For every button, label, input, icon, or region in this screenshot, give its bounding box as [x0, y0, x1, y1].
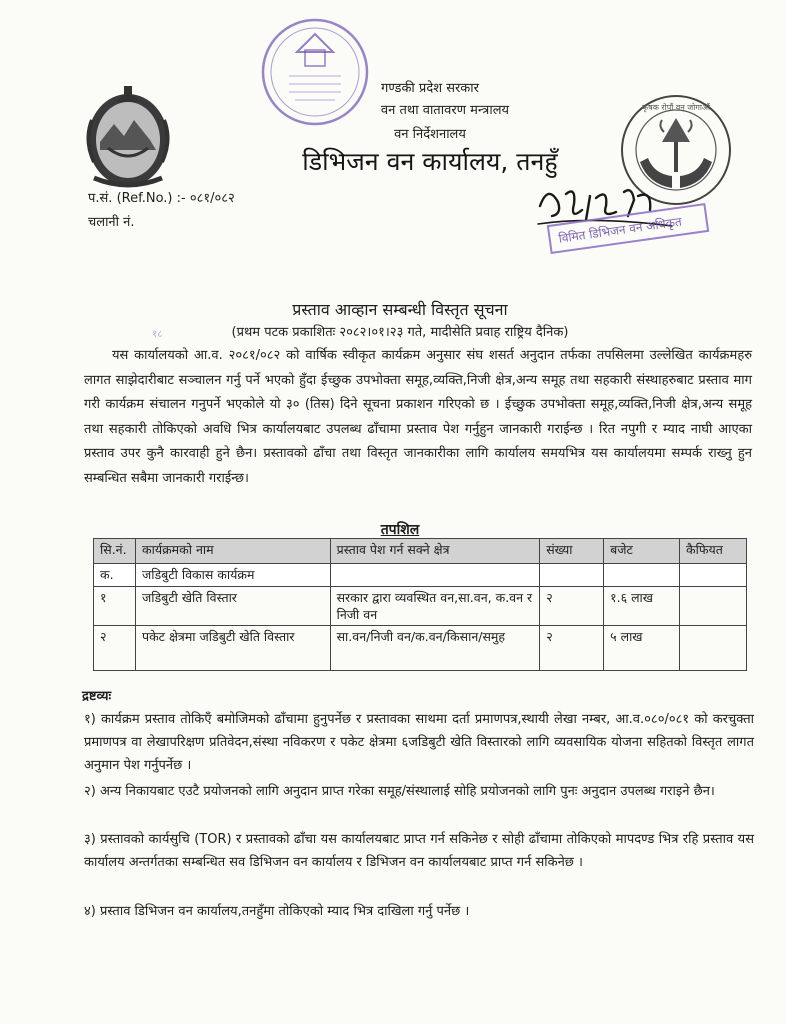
- table-row: [94, 626, 747, 671]
- government-name: गण्डकी प्रदेश सरकार: [381, 81, 479, 96]
- note-item: १) कार्यक्रम प्रस्ताव तोकिएँ बमोजिमको ढाँचामा हुनुपर्नेछ र प्रस्तावका साथमा दर्ता प्रमाणपत्र,स्थायी लेखा नम्बर, आ.व.०८०/०८१ को करचुक्ता प्रमाणपत्र वा लेखापरिक्षण प्रतिवेदन,संस्था नविकरण र पकेट क्षेत्रमा ६जडिबुटी खेति विस्तारको लागि व्यवसायिक योजना सहितको विस्तृत लागत अनुमान पेश गर्नुपर्नेछ ।: [84, 712, 754, 773]
- officer-stamp-text: विमित डिभिजन वन अधिकृत: [547, 203, 709, 254]
- row-remarks: [680, 587, 747, 626]
- table-category-row: [94, 564, 747, 587]
- table-header-row: [94, 539, 747, 564]
- row-sn: २: [94, 626, 136, 671]
- program-table: [93, 538, 747, 671]
- row-budget: १.६ लाख: [604, 587, 680, 626]
- reference-number: प.सं. (Ref.No.) :- ०८१/०८२: [88, 191, 235, 206]
- row-program-name: जडिबुटी खेति विस्तार: [135, 587, 330, 626]
- category-name: जडिबुटी विकास कार्यक्रम: [135, 564, 330, 587]
- header-program-name: कार्यक्रमको नाम: [135, 539, 330, 564]
- dispatch-number: चलानी नं.: [88, 215, 135, 230]
- header-sn: सि.नं.: [94, 539, 136, 564]
- category-sn: क.: [94, 564, 136, 587]
- notice-subtitle: (प्रथम पटक प्रकाशितः २०८२।०१।२३ गते, मादीसेति प्रवाह राष्ट्रिय दैनिक): [231, 325, 569, 340]
- notice-body: यस कार्यालयको आ.व. २०८१/०८२ को वार्षिक स्वीकृत कार्यक्रम अनुसार संघ शसर्त अनुदान तर्फका तपसिलमा उल्लेखित कार्यक्रमहरु लागत साझेदारीबाट सञ्चालन गर्नु पर्ने भएको हुँदा ईच्छुक उपभोक्ता समूह,व्यक्ति,निजी क्षेत्र,अन्य समूह तथा सहकारी संस्थाहरुबाट प्रस्ताव माग गरी कार्यक्रम संचालन गनुपर्ने भएकोले यो ३० (तिस) दिने सूचना प्रकाशन गरिएको छ । ईच्छुक उपभोक्ता समूह,व्यक्ति,निजी क्षेत्र,अन्य समूह तथा सहकारी तोकिएको अवधि भित्र कार्यालयबाट उपलब्ध ढाँचामा प्रस्ताव पेश गर्नुहुन जानकारी गराईन्छ । रित नपुगी र म्याद नाघी आएका प्रस्ताव उपर कुनै कारवाही हुने छैन। प्रस्तावको ढाँचा तथा विस्तृत जानकारीका लागि कार्यालय समयभित्र यस कार्यालयमा सम्पर्क राख्नु हुन सम्बन्धित सबैमा जानकारी गराईन्छ।: [84, 348, 752, 486]
- notice-title: प्रस्ताव आव्हान सम्बन्धी विस्तृत सूचना: [292, 300, 508, 319]
- faint-mark: १८: [152, 329, 163, 340]
- ministry-name: वन तथा वातावरण मन्त्रालय: [380, 103, 510, 118]
- table-row: [94, 587, 747, 626]
- row-count: २: [540, 626, 604, 671]
- note-item: ३) प्रस्तावको कार्यसुचि (TOR) र प्रस्तावको ढाँचा यस कार्यालयबाट प्राप्त गर्न सकिनेछ र सोही ढाँचामा तोकिएको मापदण्ड भित्र रहि प्रस्ताव यस कार्यालय अन्तर्गतका सम्बन्धित सव डिभिजन वन कार्यालय र डिभिजन वन कार्यालयबाट प्राप्त गर्न सकिनेछ ।: [84, 832, 754, 870]
- note-item: ४) प्रस्ताव डिभिजन वन कार्यालय,तनहुँमा तोकिएको म्याद भित्र दाखिला गर्नु पर्नेछ ।: [84, 904, 470, 919]
- header-eligible-area: प्रस्ताव पेश गर्न सक्ने क्षेत्र: [330, 539, 540, 564]
- row-count: २: [540, 587, 604, 626]
- header-budget: बजेट: [604, 539, 680, 564]
- row-eligible-area: सा.वन/निजी वन/क.वन/किसान/समुह: [330, 626, 540, 671]
- row-program-name: पकेट क्षेत्रमा जडिबुटी खेति विस्तार: [135, 626, 330, 671]
- office-name: डिभिजन वन कार्यालय, तनहुँ: [302, 147, 558, 176]
- row-eligible-area: सरकार द्वारा व्यवस्थित वन,सा.वन, क.वन र निजी वन: [330, 587, 540, 626]
- department-name: वन निर्देशनालय: [394, 127, 466, 142]
- row-remarks: [680, 626, 747, 671]
- notes-title: द्रष्टव्यः: [82, 689, 112, 704]
- table-caption: तपशिल: [380, 522, 420, 538]
- row-sn: १: [94, 587, 136, 626]
- officer-stamp: [548, 200, 708, 252]
- header-count: संख्या: [540, 539, 604, 564]
- row-budget: ५ लाख: [604, 626, 680, 671]
- nepal-emblem-icon: [78, 80, 178, 192]
- header-remarks: कैफियत: [680, 539, 747, 564]
- note-item: २) अन्य निकायबाट एउटै प्रयोजनको लागि अनुदान प्राप्त गरेका समूह/संस्थालाई सोहि प्रयोजनको लागि पुनः अनुदान उपलब्ध गराइने छैन।: [84, 784, 715, 799]
- logo-ring-text: कृषक रोपौं वन जोगाऔं: [641, 103, 711, 112]
